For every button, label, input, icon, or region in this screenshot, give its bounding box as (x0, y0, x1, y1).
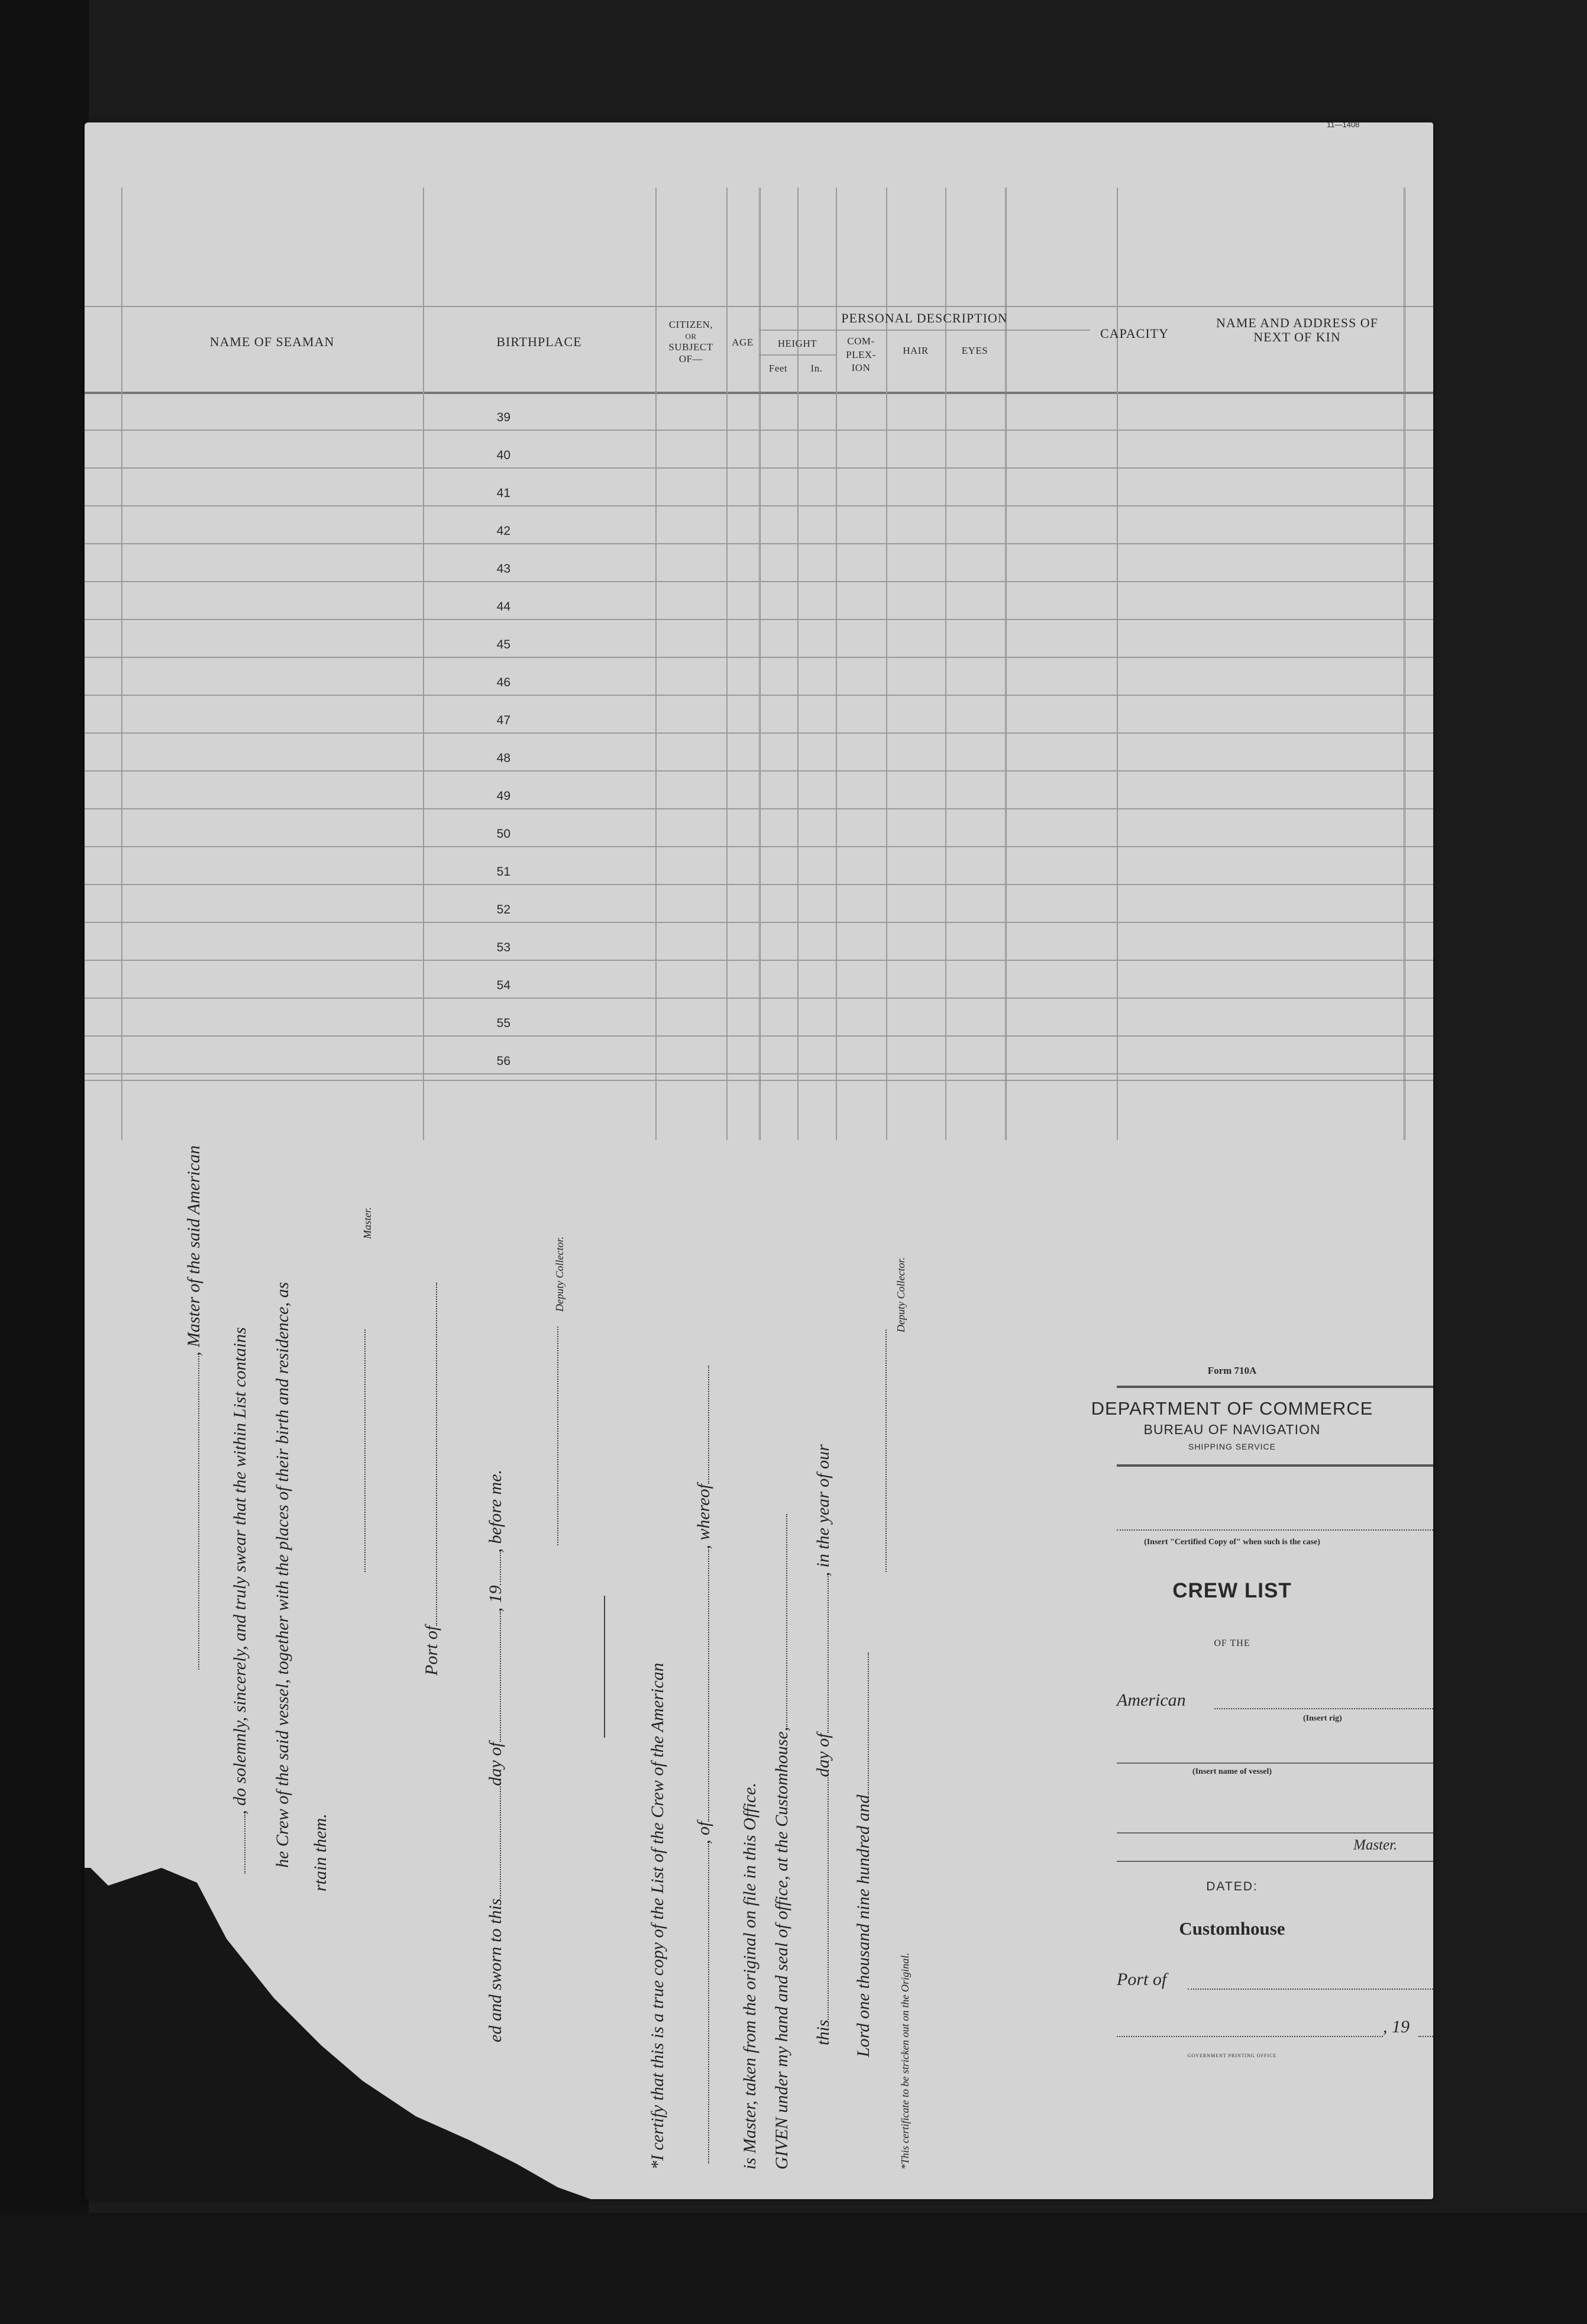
certify-footnote: *This certificate to be stricken out on the Original. (899, 1952, 911, 2170)
row-number: 55 (496, 1016, 510, 1030)
cover-rule-middle (1117, 1464, 1433, 1467)
table-row (85, 732, 1433, 734)
row-number: 52 (496, 903, 510, 916)
cover-form-number: Form 710A (1207, 1365, 1257, 1376)
cover-dated: DATED: (1206, 1880, 1258, 1893)
cover-insert-vessel: (Insert name of vessel) (1192, 1767, 1272, 1776)
oath-separator (604, 1596, 605, 1738)
row-number: 49 (496, 789, 510, 803)
table-row (85, 846, 1433, 847)
cover-printing-office: GOVERNMENT PRINTING OFFICE (1187, 2053, 1277, 2058)
personal-desc-rule (759, 330, 1090, 331)
table-row (85, 960, 1433, 961)
table-row (85, 430, 1433, 431)
table-row (85, 884, 1433, 885)
deputy-collector-label-2: Deputy Collector. (895, 1257, 907, 1332)
header-height: HEIGHT (777, 338, 817, 349)
table-row (85, 467, 1433, 469)
row-number: 46 (496, 676, 510, 689)
header-citizen-2: OR (685, 332, 697, 341)
oath-sworn-line: ed and sworn to thisday of, 19, before me. (486, 1469, 505, 2042)
cover-master: Master. (1353, 1837, 1398, 1853)
table-row (85, 1035, 1433, 1037)
header-kin-1: NAME AND ADDRESS OF (1216, 315, 1378, 330)
header-age: AGE (732, 337, 754, 348)
row-number: 43 (496, 562, 510, 576)
cover-insert-certified: (Insert "Certified Copy of" when such is the case) (1144, 1538, 1320, 1547)
header-name-of-seaman: NAME OF SEAMAN (209, 334, 335, 349)
deputy-collector-label-1: Deputy Collector. (554, 1237, 565, 1312)
scan-border-left (0, 0, 89, 2324)
certify-line-2: , of, whereof (694, 1366, 714, 2164)
row-number: 47 (496, 714, 510, 727)
cover-port-line (1188, 1989, 1433, 1990)
cover-year-line (1418, 2036, 1433, 2037)
row-number: 39 (496, 411, 510, 424)
header-capacity: CAPACITY (1100, 326, 1169, 341)
row-number: 51 (496, 865, 510, 879)
oath-master-label: Master. (361, 1207, 373, 1239)
row-number: 54 (496, 979, 510, 992)
cover-customhouse: Customhouse (1179, 1918, 1285, 1939)
header-feet: Feet (768, 363, 788, 374)
header-citizen-1: CITIZEN, (668, 319, 713, 330)
header-citizen-4: OF— (678, 353, 703, 364)
row-number: 40 (496, 448, 510, 462)
certify-line-5: thisday of, in the year of our (813, 1444, 833, 2045)
table-row (85, 657, 1433, 658)
oath-master-line (350, 1329, 370, 1572)
torn-corner-damage (85, 1868, 652, 2199)
cover-department: DEPARTMENT OF COMMERCE (1091, 1398, 1373, 1419)
row-number: 42 (496, 524, 510, 538)
header-hair: HAIR (903, 345, 929, 356)
row-number: 44 (496, 600, 510, 614)
cover-rule-dated (1117, 1861, 1433, 1862)
row-number: 50 (496, 827, 510, 841)
header-complexion-1: COM- (847, 335, 875, 347)
cover-of-the: OF THE (1214, 1638, 1250, 1648)
header-birthplace: BIRTHPLACE (496, 334, 582, 349)
cover-bureau: BUREAU OF NAVIGATION (1143, 1422, 1321, 1437)
table-row (85, 543, 1433, 544)
oath-line-3: he Crew of the said vessel, together with the places of their birth and residence, as (273, 1282, 292, 1868)
certify-line-4: GIVEN under my hand and seal of office, at the Customhouse, (772, 1514, 792, 2170)
cover-service: SHIPPING SERVICE (1188, 1442, 1276, 1451)
oath-line-1: , Master of the said American (184, 1145, 204, 1670)
crew-list-sheet (85, 122, 1433, 2199)
header-kin-2: NEXT OF KIN (1253, 330, 1341, 344)
deputy-collector-line-2 (871, 1329, 891, 1572)
header-personal-description: PERSONAL DESCRIPTION (841, 311, 1008, 325)
cover-certified-line (1117, 1529, 1433, 1531)
form-corner-number: 11—1408 (1327, 120, 1360, 129)
table-row (85, 1073, 1433, 1074)
table-row (85, 581, 1433, 582)
cover-rig-line (1214, 1708, 1433, 1709)
cover-master-line (1117, 1832, 1433, 1834)
table-row (85, 922, 1433, 923)
table-row (85, 808, 1433, 809)
seaman-table (85, 182, 1433, 1140)
row-number: 56 (496, 1054, 510, 1068)
cover-date-line (1117, 2036, 1383, 2037)
cover-insert-rig: (Insert rig) (1303, 1714, 1342, 1723)
row-number: 48 (496, 751, 510, 765)
table-row (85, 505, 1433, 506)
scan-border-bottom (0, 2213, 1587, 2324)
row-number: 53 (496, 941, 510, 954)
cover-rule-top (1117, 1386, 1433, 1388)
table-row (85, 619, 1433, 620)
certify-line-6: Lord one thousand nine hundred and (854, 1652, 874, 2057)
oath-line-4: rtain them. (311, 1813, 330, 1892)
certify-line-1: *I certify that this is a true copy of the List of the Crew of the American (648, 1663, 667, 2170)
cover-title: CREW LIST (1172, 1579, 1292, 1602)
oath-line-2: , do solemnly, sincerely, and truly swear that the within List contains (230, 1327, 250, 1874)
certify-line-3: is Master, taken from the original on file in this Office. (740, 1783, 759, 2170)
cover-vessel-line (1117, 1763, 1433, 1764)
cover-year: , 19 (1383, 2017, 1410, 2036)
deputy-collector-line-1 (543, 1326, 563, 1545)
header-citizen-3: SUBJECT (668, 341, 713, 353)
cover-american: American (1117, 1690, 1186, 1710)
row-number: 45 (496, 638, 510, 651)
row-number: 41 (496, 486, 510, 500)
table-row (85, 770, 1433, 772)
header-complexion-2: PLEX- (846, 349, 876, 360)
cover-port-of: Port of (1117, 1970, 1167, 1989)
table-row (85, 695, 1433, 696)
header-eyes: EYES (961, 345, 988, 356)
header-complexion-3: ION (851, 362, 871, 373)
table-row (85, 998, 1433, 999)
oath-port-of: Port of (422, 1283, 442, 1676)
header-inches: In. (810, 363, 823, 374)
